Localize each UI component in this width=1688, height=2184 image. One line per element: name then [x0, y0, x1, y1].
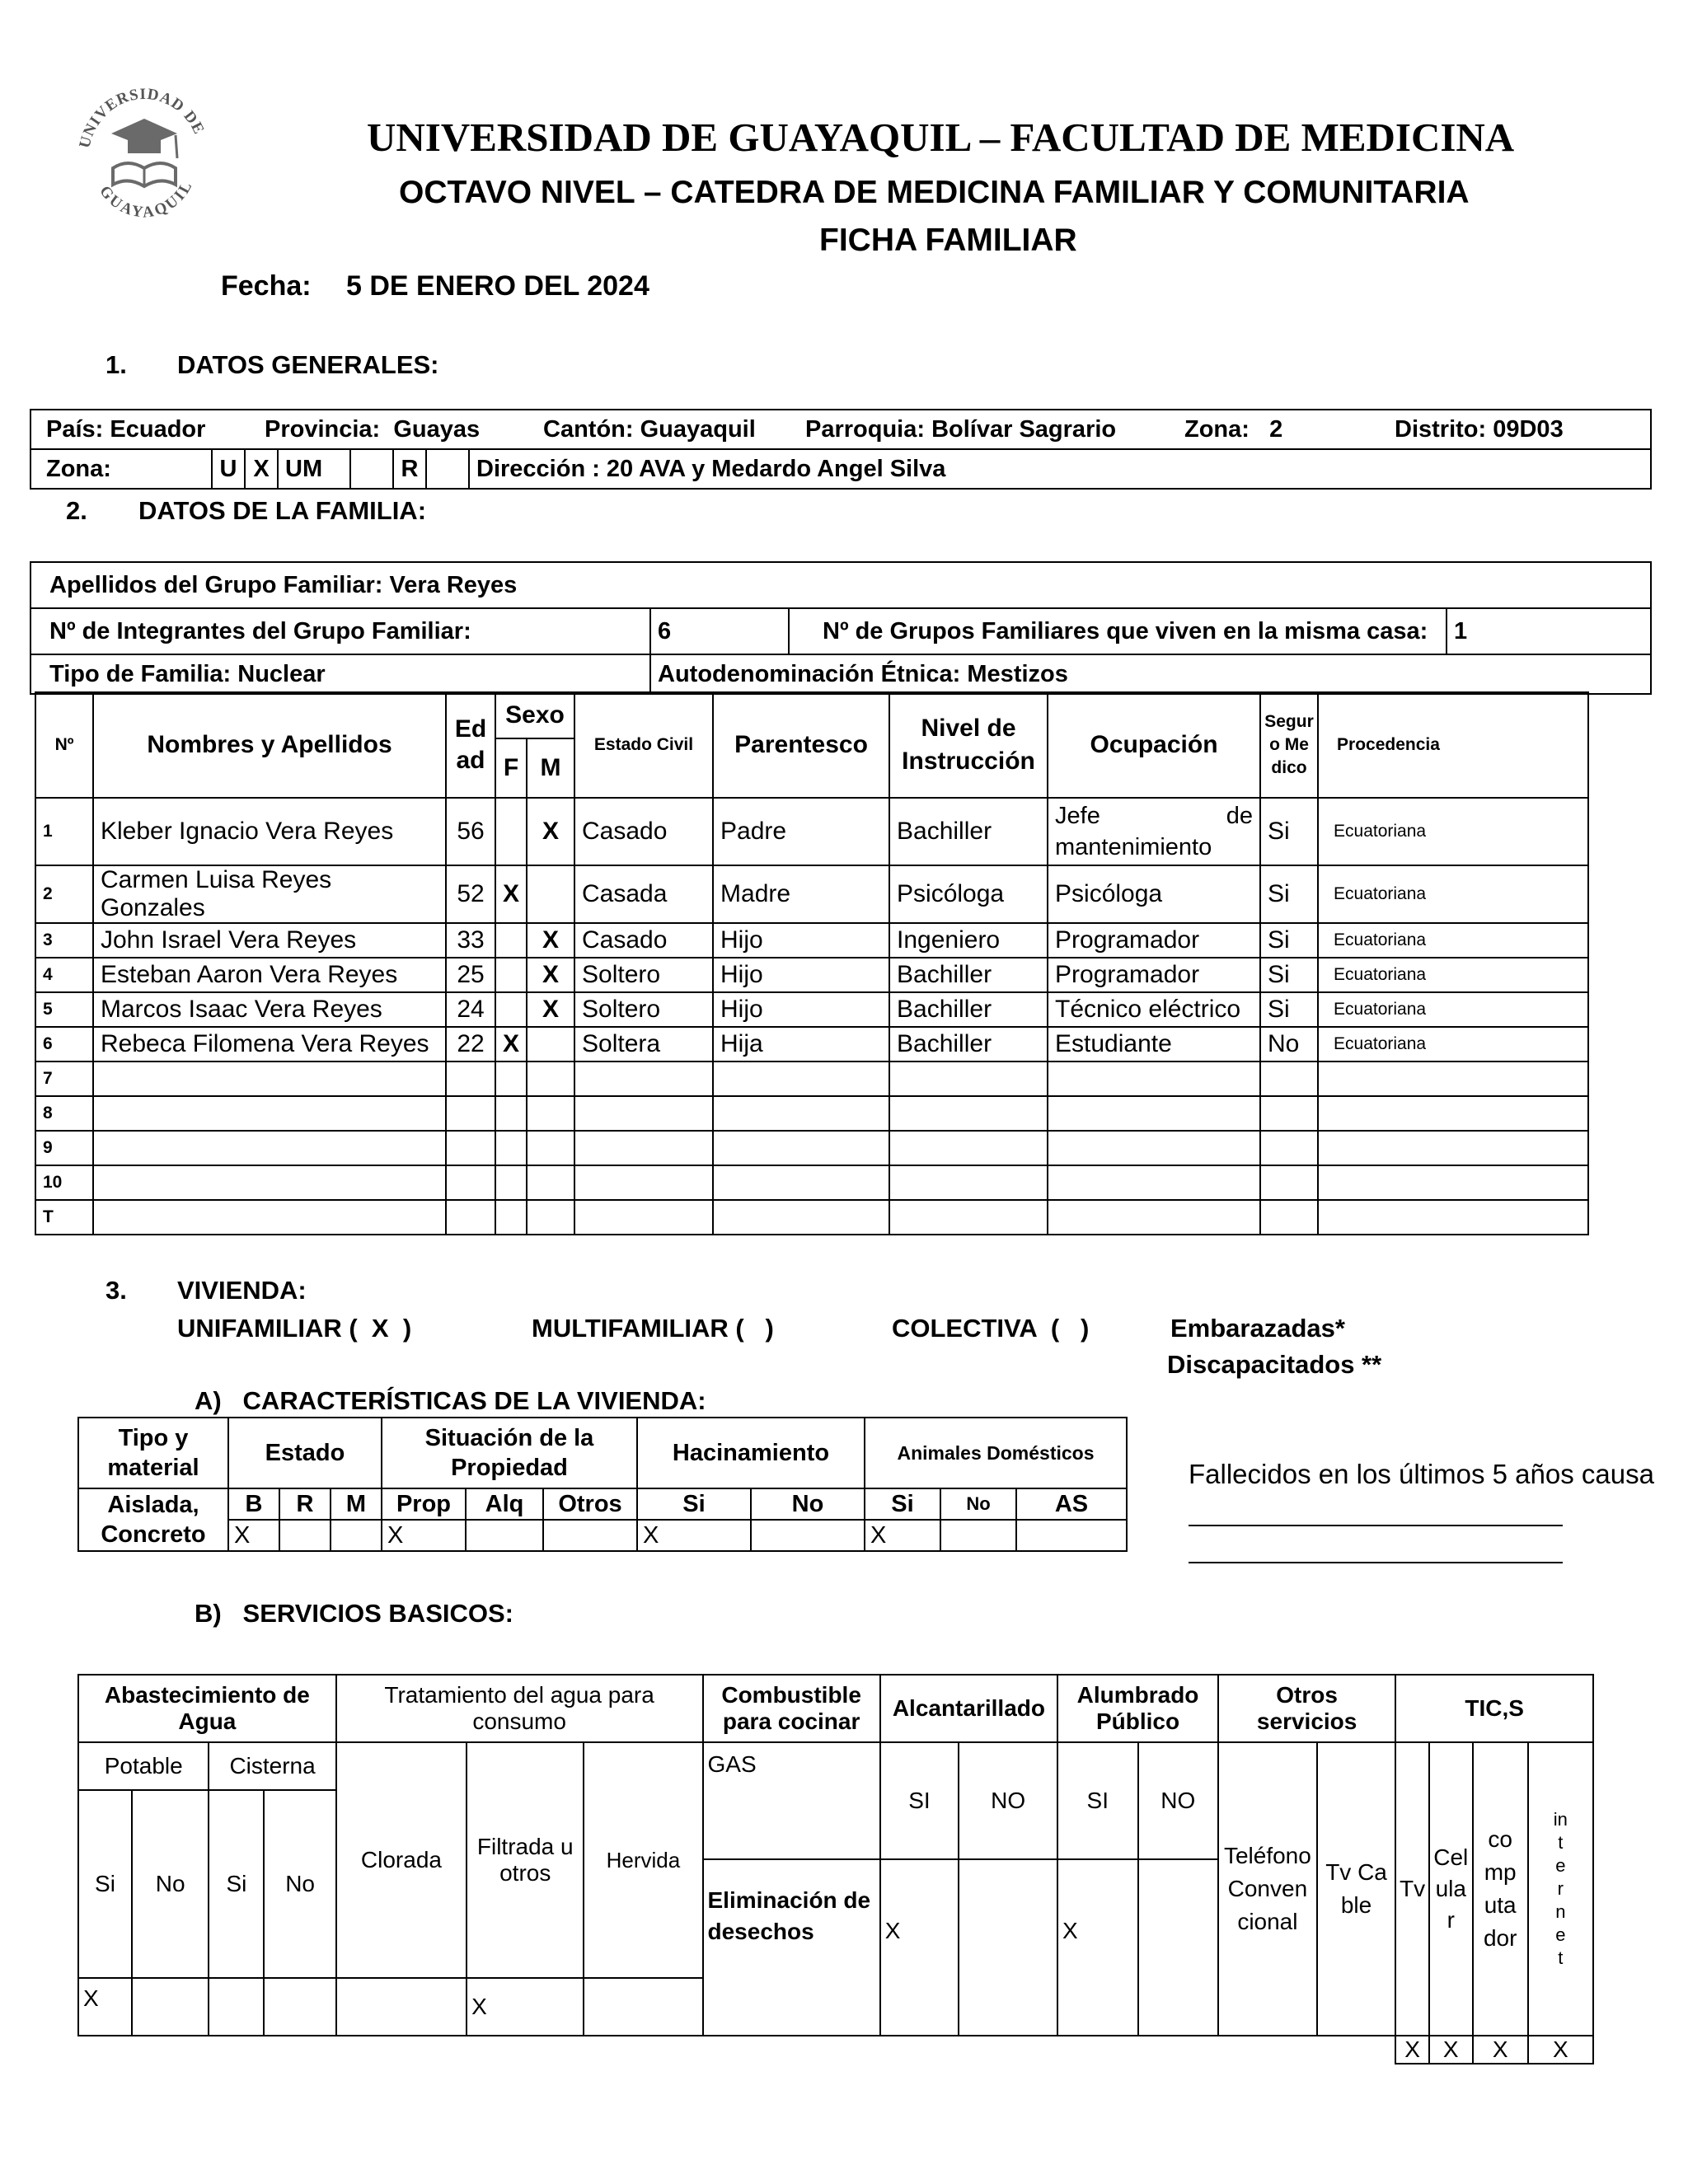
canton-value: Guayaquil	[640, 415, 756, 443]
member-education[interactable]	[889, 1165, 1048, 1200]
direccion: Dirección : 20 AVA y Medardo Angel Silva	[469, 449, 1651, 489]
date-value: 5 DE ENERO DEL 2024	[346, 270, 649, 302]
form-title: FICHA FAMILIAR	[819, 223, 1077, 258]
row-number[interactable]: 5	[35, 992, 93, 1027]
internet-value[interactable]: X	[1528, 2036, 1593, 2064]
computador-header: computador	[1473, 1742, 1528, 2036]
cisterna-no-header: No	[264, 1790, 335, 1978]
section2-title: DATOS DE LA FAMILIA:	[138, 496, 427, 525]
fallecidos-line-1[interactable]	[1189, 1525, 1563, 1526]
member-occupation[interactable]	[1048, 1131, 1260, 1165]
distrito-label: Distrito:	[1395, 415, 1487, 443]
col-situacion: Situación de la Propiedad	[382, 1418, 637, 1488]
potable-si-header: Si	[78, 1790, 132, 1978]
col-header-seguro: Seguro Medico	[1260, 692, 1318, 798]
row-number[interactable]: 4	[35, 958, 93, 992]
potable-si-value[interactable]: X	[78, 1978, 132, 2036]
estado-b-header: B	[228, 1488, 279, 1520]
member-age[interactable]	[446, 1200, 495, 1235]
member-name[interactable]	[93, 1131, 446, 1165]
member-civil-status[interactable]: Casado	[574, 923, 713, 958]
member-age[interactable]: 56	[446, 798, 495, 865]
member-origin[interactable]	[1318, 1096, 1588, 1131]
distrito-value: 09D03	[1493, 415, 1564, 443]
member-relationship[interactable]	[713, 1096, 889, 1131]
member-age[interactable]: 52	[446, 865, 495, 923]
member-relationship[interactable]: Padre	[713, 798, 889, 865]
member-origin[interactable]: Ecuatoriana	[1318, 923, 1588, 958]
date-label: Fecha:	[221, 270, 312, 302]
member-origin[interactable]: Ecuatoriana	[1318, 958, 1588, 992]
hacinamiento-no-value[interactable]	[751, 1520, 865, 1551]
alumbrado-si-value[interactable]: X	[1057, 1859, 1137, 2036]
member-age[interactable]	[446, 1062, 495, 1096]
member-civil-status[interactable]: Soltero	[574, 958, 713, 992]
hervida-header: Hervida	[584, 1742, 702, 1978]
member-sex-f[interactable]	[495, 923, 527, 958]
member-occupation[interactable]: Programador	[1048, 923, 1260, 958]
section1-title: DATOS GENERALES:	[177, 350, 439, 379]
estado-r-header: R	[279, 1488, 331, 1520]
characteristics-table	[77, 1417, 1128, 1552]
col-header-numero: Nº	[35, 692, 93, 798]
member-education[interactable]: Psicóloga	[889, 865, 1048, 923]
member-relationship[interactable]	[713, 1131, 889, 1165]
col-alumbrado: Alumbrado Público	[1057, 1675, 1218, 1742]
hacinamiento-si-value[interactable]: X	[637, 1520, 751, 1551]
autodenominacion-etnica: Autodenominación Étnica: Mestizos	[650, 654, 1651, 694]
member-education[interactable]: Bachiller	[889, 1027, 1048, 1062]
celular-value[interactable]: X	[1429, 2036, 1473, 2064]
col-tics: TIC,S	[1395, 1675, 1593, 1742]
zona-value: 2	[1269, 415, 1283, 443]
zona-area-label: Zona:	[30, 449, 212, 489]
grupos-label: Nº de Grupos Familiares que viven en la misma casa:	[789, 608, 1447, 654]
col-header-ocupacion: Ocupación	[1048, 692, 1260, 798]
member-sex-m[interactable]: X	[527, 992, 574, 1027]
multifamiliar-option[interactable]: MULTIFAMILIAR ( )	[532, 1314, 774, 1343]
prop-value[interactable]: X	[382, 1520, 466, 1551]
member-age[interactable]	[446, 1131, 495, 1165]
tv-header: Tv	[1395, 1742, 1429, 2036]
provincia-value: Guayas	[393, 415, 481, 443]
member-education[interactable]: Bachiller	[889, 798, 1048, 865]
member-name[interactable]	[93, 1200, 446, 1235]
member-origin[interactable]	[1318, 1200, 1588, 1235]
potable-no-header: No	[132, 1790, 209, 1978]
row-number[interactable]: 9	[35, 1131, 93, 1165]
member-origin[interactable]: Ecuatoriana	[1318, 1027, 1588, 1062]
zona-rural-label: R	[393, 449, 426, 489]
university-title: UNIVERSIDAD DE GUAYAQUIL – FACULTAD DE MEDICINA	[367, 115, 1515, 160]
member-education[interactable]	[889, 1131, 1048, 1165]
animales-si-header: Si	[865, 1488, 940, 1520]
member-education[interactable]	[889, 1062, 1048, 1096]
alcantarillado-si-header: SI	[880, 1742, 959, 1859]
member-age[interactable]: 22	[446, 1027, 495, 1062]
member-sex-m[interactable]	[527, 1200, 574, 1235]
section1-number: 1.	[106, 350, 127, 379]
alcantarillado-no-header: NO	[959, 1742, 1057, 1859]
member-origin[interactable]: Ecuatoriana	[1318, 865, 1588, 923]
apellidos-grupo: Apellidos del Grupo Familiar: Vera Reyes	[30, 562, 1651, 608]
member-row	[35, 865, 1588, 923]
member-name[interactable]: Esteban Aaron Vera Reyes	[93, 958, 446, 992]
member-civil-status[interactable]	[574, 1131, 713, 1165]
alq-value[interactable]	[466, 1520, 543, 1551]
member-relationship[interactable]: Hijo	[713, 992, 889, 1027]
integrantes-value: 6	[650, 608, 789, 654]
unifamiliar-option[interactable]: UNIFAMILIAR ( X )	[177, 1314, 412, 1343]
otros-header: Otros	[543, 1488, 637, 1520]
member-age[interactable]: 24	[446, 992, 495, 1027]
hervida-value[interactable]	[584, 1978, 702, 2036]
member-name[interactable]	[93, 1096, 446, 1131]
zona-urbano-marginal-label: UM	[278, 449, 350, 489]
col-header-estado-civil: Estado Civil	[574, 692, 713, 798]
potable-no-value[interactable]	[132, 1978, 209, 2036]
estado-b-value[interactable]: X	[228, 1520, 279, 1551]
member-row	[35, 1027, 1588, 1062]
pais-label: País:	[46, 415, 104, 443]
member-sex-m[interactable]	[527, 1131, 574, 1165]
member-occupation[interactable]	[1048, 1165, 1260, 1200]
col-header-nivel: Nivel de Instrucción	[889, 692, 1048, 798]
member-name[interactable]	[93, 1062, 446, 1096]
member-sex-m[interactable]	[527, 1096, 574, 1131]
row-number[interactable]: 7	[35, 1062, 93, 1096]
member-name[interactable]	[93, 1165, 446, 1200]
parroquia-value: Bolívar Sagrario	[931, 415, 1117, 443]
member-occupation[interactable]	[1048, 1096, 1260, 1131]
animales-as-header: AS	[1016, 1488, 1127, 1520]
member-sex-f[interactable]	[495, 1062, 527, 1096]
zona-urbano-marginal-mark[interactable]	[350, 449, 393, 489]
col-header-m: M	[527, 738, 574, 798]
member-civil-status[interactable]: Soltero	[574, 992, 713, 1027]
servicios-subtitle: B) SERVICIOS BASICOS:	[195, 1599, 513, 1628]
computador-value[interactable]: X	[1473, 2036, 1528, 2064]
member-relationship[interactable]: Hija	[713, 1027, 889, 1062]
member-education[interactable]: Bachiller	[889, 992, 1048, 1027]
col-header-parentesco: Parentesco	[713, 692, 889, 798]
col-hacinamiento: Hacinamiento	[637, 1418, 865, 1488]
cisterna-si-value[interactable]	[209, 1978, 264, 2036]
caracteristicas-subtitle: A) CARACTERÍSTICAS DE LA VIVIENDA:	[195, 1386, 706, 1415]
member-age[interactable]	[446, 1165, 495, 1200]
member-insurance[interactable]: Si	[1260, 923, 1318, 958]
member-row	[35, 1200, 1588, 1235]
member-sex-f[interactable]	[495, 1165, 527, 1200]
subtitle: OCTAVO NIVEL – CATEDRA DE MEDICINA FAMILIAR Y COMUNITARIA	[399, 175, 1470, 210]
family-data-table	[30, 561, 1652, 695]
member-origin[interactable]	[1318, 1131, 1588, 1165]
member-origin[interactable]	[1318, 1062, 1588, 1096]
section3-number: 3.	[106, 1276, 127, 1305]
member-civil-status[interactable]: Soltera	[574, 1027, 713, 1062]
member-relationship[interactable]: Madre	[713, 865, 889, 923]
eliminacion-desechos-label: Eliminación de desechos	[703, 1859, 880, 2036]
member-sex-f[interactable]: X	[495, 1027, 527, 1062]
member-sex-f[interactable]	[495, 992, 527, 1027]
zona-urbana-mark[interactable]: X	[245, 449, 278, 489]
member-civil-status[interactable]	[574, 1165, 713, 1200]
row-number[interactable]: 10	[35, 1165, 93, 1200]
member-insurance[interactable]	[1260, 1062, 1318, 1096]
col-header-nombres: Nombres y Apellidos	[93, 692, 446, 798]
alcantarillado-si-value[interactable]: X	[880, 1859, 959, 2036]
prop-header: Prop	[382, 1488, 466, 1520]
cisterna-si-header: Si	[209, 1790, 264, 1978]
hacinamiento-si-header: Si	[637, 1488, 751, 1520]
parroquia-label: Parroquia:	[805, 415, 926, 443]
col-animales: Animales Domésticos	[865, 1418, 1127, 1488]
member-row	[35, 1096, 1588, 1131]
alumbrado-no-header: NO	[1138, 1742, 1218, 1859]
member-insurance[interactable]: Si	[1260, 958, 1318, 992]
animales-no-value[interactable]	[940, 1520, 1016, 1551]
member-name[interactable]: John Israel Vera Reyes	[93, 923, 446, 958]
estado-m-value[interactable]	[331, 1520, 382, 1551]
pais-value: Ecuador	[110, 415, 206, 443]
member-age[interactable]: 25	[446, 958, 495, 992]
colectiva-option[interactable]: COLECTIVA ( )	[892, 1314, 1090, 1343]
member-origin[interactable]: Ecuatoriana	[1318, 992, 1588, 1027]
member-relationship[interactable]: Hijo	[713, 958, 889, 992]
col-otros-servicios: Otros servicios	[1218, 1675, 1395, 1742]
member-civil-status[interactable]	[574, 1200, 713, 1235]
section3-title: VIVIENDA:	[177, 1276, 307, 1305]
member-sex-f[interactable]	[495, 958, 527, 992]
zona-rural-mark[interactable]	[426, 449, 469, 489]
member-sex-m[interactable]	[527, 1027, 574, 1062]
member-sex-m[interactable]: X	[527, 798, 574, 865]
col-alcantarillado: Alcantarillado	[880, 1675, 1057, 1742]
member-insurance[interactable]: No	[1260, 1027, 1318, 1062]
estado-r-value[interactable]	[279, 1520, 331, 1551]
member-sex-f[interactable]	[495, 798, 527, 865]
member-insurance[interactable]	[1260, 1165, 1318, 1200]
row-number[interactable]: 6	[35, 1027, 93, 1062]
row-number[interactable]: 1	[35, 798, 93, 865]
row-number[interactable]: 3	[35, 923, 93, 958]
member-civil-status[interactable]	[574, 1096, 713, 1131]
col-abastecimiento-agua: Abastecimiento de Agua	[78, 1675, 336, 1742]
member-occupation[interactable]: Técnico eléctrico	[1048, 992, 1260, 1027]
animales-as-value[interactable]	[1016, 1520, 1127, 1551]
member-occupation[interactable]: Jefe de mantenimiento	[1048, 798, 1260, 865]
col-header-sexo: Sexo	[495, 692, 574, 738]
member-sex-m[interactable]	[527, 865, 574, 923]
member-sex-f[interactable]: X	[495, 865, 527, 923]
col-tratamiento-agua: Tratamiento del agua para consumo	[336, 1675, 703, 1742]
member-name[interactable]: Rebeca Filomena Vera Reyes	[93, 1027, 446, 1062]
member-civil-status[interactable]: Casada	[574, 865, 713, 923]
seal-text-bottom: GUAYAQUIL	[96, 176, 197, 222]
member-insurance[interactable]: Si	[1260, 798, 1318, 865]
members-body	[35, 798, 1588, 1235]
member-relationship[interactable]	[713, 1062, 889, 1096]
member-occupation[interactable]	[1048, 1062, 1260, 1096]
member-row	[35, 1165, 1588, 1200]
member-name[interactable]: Marcos Isaac Vera Reyes	[93, 992, 446, 1027]
row-number[interactable]: 2	[35, 865, 93, 923]
col-tipo-material: Tipo y material	[78, 1418, 228, 1488]
member-age[interactable]: 33	[446, 923, 495, 958]
col-header-f: F	[495, 738, 527, 798]
grupos-value: 1	[1447, 608, 1651, 654]
member-origin[interactable]: Ecuatoriana	[1318, 798, 1588, 865]
seal-text-top: UNIVERSIDAD DE	[76, 85, 208, 150]
member-row	[35, 798, 1588, 865]
tvcable-header: Tv Cable	[1317, 1742, 1395, 2036]
tipo-material-value: Aislada, Concreto	[78, 1488, 228, 1551]
member-sex-m[interactable]: X	[527, 923, 574, 958]
cisterna-no-value[interactable]	[264, 1978, 335, 2036]
member-sex-f[interactable]	[495, 1131, 527, 1165]
canton-label: Cantón:	[543, 415, 634, 443]
member-relationship[interactable]	[713, 1165, 889, 1200]
member-origin[interactable]	[1318, 1165, 1588, 1200]
member-education[interactable]	[889, 1200, 1048, 1235]
member-row	[35, 958, 1588, 992]
potable-header: Potable	[78, 1742, 209, 1790]
member-education[interactable]: Ingeniero	[889, 923, 1048, 958]
tipo-familia: Tipo de Familia: Nuclear	[30, 654, 650, 694]
member-education[interactable]	[889, 1096, 1048, 1131]
filtrada-value[interactable]: X	[467, 1978, 584, 2036]
member-occupation[interactable]: Estudiante	[1048, 1027, 1260, 1062]
member-civil-status[interactable]: Casado	[574, 798, 713, 865]
alumbrado-no-value[interactable]	[1138, 1859, 1218, 2036]
member-sex-m[interactable]	[527, 1062, 574, 1096]
member-relationship[interactable]	[713, 1200, 889, 1235]
alcantarillado-no-value[interactable]	[959, 1859, 1057, 2036]
gas-label: GAS	[703, 1742, 880, 1859]
animales-si-value[interactable]: X	[865, 1520, 940, 1551]
member-row	[35, 992, 1588, 1027]
cisterna-header: Cisterna	[209, 1742, 335, 1790]
member-sex-f[interactable]	[495, 1096, 527, 1131]
zona-label: Zona:	[1184, 415, 1250, 443]
celular-header: Celular	[1429, 1742, 1473, 2036]
member-sex-f[interactable]	[495, 1200, 527, 1235]
member-occupation[interactable]: Programador	[1048, 958, 1260, 992]
services-table	[77, 1674, 1594, 2064]
fallecidos-line-2[interactable]	[1189, 1562, 1563, 1563]
discapacitados-label: Discapacitados **	[1167, 1350, 1382, 1379]
alumbrado-si-header: SI	[1057, 1742, 1137, 1859]
hacinamiento-no-header: No	[751, 1488, 865, 1520]
member-sex-m[interactable]	[527, 1165, 574, 1200]
member-civil-status[interactable]	[574, 1062, 713, 1096]
fallecidos-label: Fallecidos en los últimos 5 años causa	[1189, 1459, 1654, 1489]
internet-header: internet	[1528, 1742, 1593, 2036]
member-row	[35, 1131, 1588, 1165]
member-insurance[interactable]: Si	[1260, 992, 1318, 1027]
zona-urbana-label: U	[212, 449, 245, 489]
col-header-edad: Ed ad	[446, 692, 495, 798]
clorada-header: Clorada	[336, 1742, 467, 1978]
members-table	[35, 691, 1589, 1235]
filtrada-header: Filtrada u otros	[467, 1742, 584, 1978]
member-age[interactable]	[446, 1096, 495, 1131]
general-data-table	[30, 409, 1652, 490]
col-combustible: Combustible para cocinar	[703, 1675, 880, 1742]
member-insurance[interactable]	[1260, 1096, 1318, 1131]
member-row	[35, 923, 1588, 958]
tv-value[interactable]: X	[1395, 2036, 1429, 2064]
university-seal	[70, 76, 218, 241]
row-number[interactable]: 8	[35, 1096, 93, 1131]
member-relationship[interactable]: Hijo	[713, 923, 889, 958]
member-occupation[interactable]	[1048, 1200, 1260, 1235]
otros-value[interactable]	[543, 1520, 637, 1551]
section2-number: 2.	[66, 496, 87, 525]
alq-header: Alq	[466, 1488, 543, 1520]
member-education[interactable]: Bachiller	[889, 958, 1048, 992]
col-estado: Estado	[228, 1418, 382, 1488]
member-sex-m[interactable]: X	[527, 958, 574, 992]
member-name[interactable]: Kleber Ignacio Vera Reyes	[93, 798, 446, 865]
telefono-header: Teléfono Convencional	[1218, 1742, 1317, 2036]
estado-m-header: M	[331, 1488, 382, 1520]
member-occupation[interactable]: Psicóloga	[1048, 865, 1260, 923]
member-insurance[interactable]: Si	[1260, 865, 1318, 923]
row-number[interactable]: T	[35, 1200, 93, 1235]
member-insurance[interactable]	[1260, 1131, 1318, 1165]
embarazadas-label: Embarazadas*	[1170, 1314, 1345, 1343]
clorada-value[interactable]	[336, 1978, 467, 2036]
col-header-procedencia: Procedencia	[1318, 692, 1588, 798]
provincia-label: Provincia:	[265, 415, 381, 443]
animales-no-header: No	[940, 1488, 1016, 1520]
member-insurance[interactable]	[1260, 1200, 1318, 1235]
integrantes-label: Nº de Integrantes del Grupo Familiar:	[30, 608, 650, 654]
member-name[interactable]: Carmen Luisa Reyes Gonzales	[93, 865, 446, 923]
member-row	[35, 1062, 1588, 1096]
